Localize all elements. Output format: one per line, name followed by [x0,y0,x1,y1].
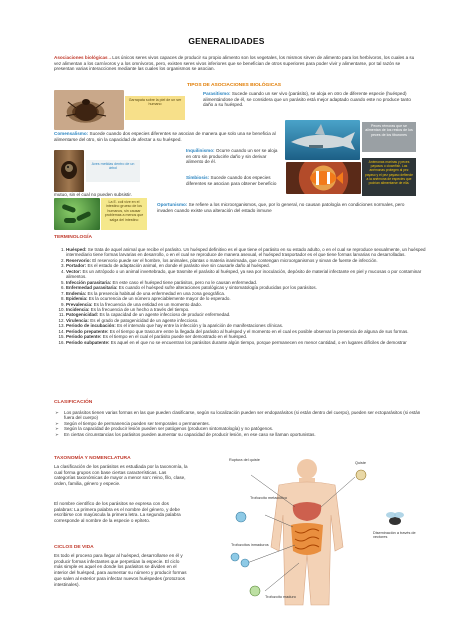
term-definition: En este caso el huésped tiene parásitos, pero no le causan enfermedad. [112,279,258,285]
life-cycle-diagram [195,455,420,615]
term-label: Huésped: [66,247,87,252]
term-definition: Es aquel en el que no se encuentran los parásitos durante algún tiempo, porque permanecen en menor cantidad, o en lugares difíciles de demostrar [110,339,407,345]
term-label: Periodo de incubación: [66,323,116,329]
clownfish-photo [286,162,361,194]
term-definition: Es la frecuencia de un hecho a través del tiempo. [90,306,190,312]
term-item [66,269,426,280]
tick-caption: Garrapata sobre la piel de un ser humano [125,96,185,120]
bacteria-photo [54,198,100,230]
comensalismo-label: Comensalismo: [54,131,89,136]
bird-icon [54,150,84,192]
term-definition: Es el intervalo que hay entre la infección y la aparición de manifestaciones clínicas. [117,323,284,329]
simbiosis-label: Simbiosis: [186,175,210,180]
term-definition: Es cuando el huésped sufre alteraciones patológicas y sintomatología producidas por los parásitos. [118,285,317,291]
parasitismo-paragraph [203,91,415,108]
label-ruptura: Ruptura del quiste [229,458,260,462]
term-definition: Es el tiempo en el cual el parásito puede ser demostrado en el huésped. [102,334,248,340]
terminologia-heading: TERMINOLOGÍA [54,235,93,240]
shark-photo [285,120,360,160]
term-label: Periodo patente: [66,334,102,340]
ciclos-paragraph: Es todo el proceso para llegar al huésped, desarrollarse en él y producir formas infectantes que perpetúan la especie. El ciclo más simple es aquel en donde los parásitos se dividen en el interior del huésped, para aumentar su número y producir formas que salen al exterior para infectar nuevos huéspedes (protozoos intestinales). [54,553,187,587]
inquilinismo-paragraph [186,148,281,165]
term-definition: Es la frecuencia de una entidad en un momento dado. [93,301,202,307]
tick-photo [54,90,124,130]
term-label: Epidemia: [66,296,88,302]
comensalismo-text: Sucede cuando dos especies diferentes se asocian de manera que solo una se beneficia al alimentarse del otro, sin la capacidad de afectar a su huésped. [54,131,276,142]
term-definition: Es un artrópodo o un animal invertebrado, que trasmite el parásito al huésped, ya sea por inoculación, depósito de material infectante en piel y mucosas o por contaminar alimentos. [66,268,422,280]
label-trofozoito-maduro: Trofozoíto maduro [265,595,296,599]
term-label: Periodo prepatente: [66,328,109,334]
clasificacion-item: ➢ Según la capacidad de producir lesión pueden ser patógenos (producen sintomatología) y no patógenos. [64,426,424,431]
label-diseminacion: Diseminación a través de vectores [373,531,416,539]
term-label: Vector: [66,268,82,274]
label-quiste: Quiste [355,461,366,465]
label-trofozoito-metaciclico: Trofozoíto metacíclico [250,496,287,500]
term-definition: Es la capacidad de un agente infeccioso de producir enfermedad. [99,312,231,318]
term-label: Reservorio: [66,257,92,263]
term-label: Virulencia: [66,317,89,323]
taxonomia-heading: TAXONOMÍA Y NOMENCLATURA [54,456,131,461]
term-definition: Es la ocurrencia de un número apreciablemente mayor de lo esperado. [88,296,231,302]
oportunismo-text: Se refiere a los microorganismos, que, por lo general, no causan patología en condiciones normales, pero invaden cuando existe una alteración del estado inmune [157,202,405,213]
clownfish-caption: Anémonas marinas y peces payasos o clownfish. Las anémonas protegen al pez payaso y el pez payaso defiende a la anémona de especies que podrían alimentarse de ella. [362,158,416,196]
page-title: GENERALIDADES [188,36,265,46]
intro-paragraph [54,55,416,72]
term-label: Portador: [66,263,87,269]
term-definition: El reservorio puede ser el hombre, los animales, plantas o materia inanimada, que contengan microorganismos y sirvan de fuente de infección. [92,257,378,263]
label-trofozoitos-inmaduros: Trofozoítos inmaduros [231,543,269,547]
bacteria-caption: La E. coli vive en el intestino grueso de los humanos, sin causar problemas a menos que salga del intestino [101,198,147,230]
term-definition: Es el tiempo que trascurre entre la llegada del parásito al huésped y el momento en el cual es posible observar la presencia de alguna de sus formas. [109,328,409,334]
term-label: Patogenicidad: [66,312,99,318]
clasificacion-item: ➢ Los parásitos tienen varias formas en las que pueden clasificarse, según su localización pueden ser endoparásitos (si están dentro del cuerpo), pueden ser ectoparásitos (si están fuera del cuerpo) [64,410,424,421]
comensalismo-paragraph [54,131,284,142]
term-label: Incidencia: [66,306,90,312]
term-label: Endemia: [66,290,87,296]
clasificacion-item: ➢ Según el tiempo de permanencia pueden ser temporales o permanentes. [64,421,424,426]
bacteria-icon [54,198,100,230]
oportunismo-label: Oportunismo: [157,202,188,207]
term-definition: Es el estado de adaptación animal, en donde el parásito vive sin causarle daño al huésped. [87,263,270,269]
clasificacion-list [54,410,424,437]
term-label: Infección parasitaria: [66,279,112,285]
simbiosis-continuation: mutuo, sin el cual no pueden subsistir. [54,192,132,197]
term-item [66,340,426,345]
inquilinismo-text: Ocurre cuando un ser se aloja en otro sin producirle daño y sin derivar alimento de él. [186,148,278,165]
parasitismo-label: Parasitismo: [203,91,231,96]
term-label: Enfermedad parasitaria: [66,285,118,291]
intro-text: Los únicos seres vivos capaces de producir su propio alimento son los vegetales, los mismos sirven de alimento para los herbívoros, los cuales a su vez alimentan a los carnívoros y a los omnívoros, pero, existen seres vivos inferiores que se benefician de otros superiores para poder vivir y alimentarse, por tal razón se presentan varias interacciones mediante las cuales los organismos se asocian. [54,55,415,72]
human-body [271,459,343,605]
term-definition: Es el grado de patogenicidad de un agente infeccioso. [90,317,199,323]
term-label: Periodo subpatente: [66,339,110,345]
inquilinismo-label: Inquilinismo: [186,148,215,153]
bird-photo [54,150,84,192]
term-definition: Es la presencia habitual de una enfermedad en una zona geográfica. [87,290,226,296]
clasificacion-heading: CLASIFICACIÓN [54,400,93,405]
term-item [66,247,426,258]
shark-icon [285,120,360,160]
parasitismo-text: Sucede cuando un ser vivo (parásito), se aloja en otro de diferente especie (huésped) alimentándose de él, se considera que un parásito está mejor adaptado cuando este no produce tanto daño a su huésped. [203,91,411,108]
terms-list [54,247,426,345]
arrow-icon: → [107,55,113,60]
bird-caption: Aves metidas dentro de un árbol [86,160,140,182]
shark-caption: Peces rémoras que se alimentan de los restos de los peces de los tiburones [362,122,416,152]
fly-icon [386,512,404,525]
tick-icon [54,90,124,130]
term-label: Prevalencia: [66,301,93,307]
simbiosis-paragraph [186,175,284,186]
clasificacion-item: ➢ En ciertas circunstancias los parásitos pueden aumentar su capacidad de producir lesión, en ese caso se llaman oportunistas. [64,432,424,437]
term-definition: Se trata de aquel animal que recibe el parásito. Un huésped definitivo es el que tiene el parásito en su estado adulto, o en el cual se reproduce sexualmente, un huésped intermediario tiene formas larvarias en desarrollo, o en el cual se reproduce de manera asexual, el huésped trasportador es el que tiene formas larvarias no desarrolladas. [66,247,426,258]
intro-label: Asociaciones biológicas [54,55,108,60]
ciclos-heading: CICLOS DE VIDA [54,545,94,550]
taxonomia-paragraph-1: La clasificación de los parásitos es estudiada por la taxonomía, la cual forma grupos con base ciertas características. Las categorías taxonómicas de mayor a menor son: reino, filo, clase, orden, familia, género y especie. [54,464,188,487]
clownfish-icon [286,162,361,194]
oportunismo-paragraph [157,202,415,213]
assoc-heading: TIPOS DE ASOCIACIONES BIOLÓGICAS [186,83,282,88]
taxonomia-paragraph-2: El nombre científico de los parásitos se expresa con dos palabras: La primera palabra es el nombre del género, y debe escribirse con mayúscula la primera letra. La segunda palabra corresponde al nombre de la especie o epíteto. [54,501,181,524]
simbiosis-text: Sucede cuando dos especies diferentes se asocian para obtener beneficio [186,175,277,186]
